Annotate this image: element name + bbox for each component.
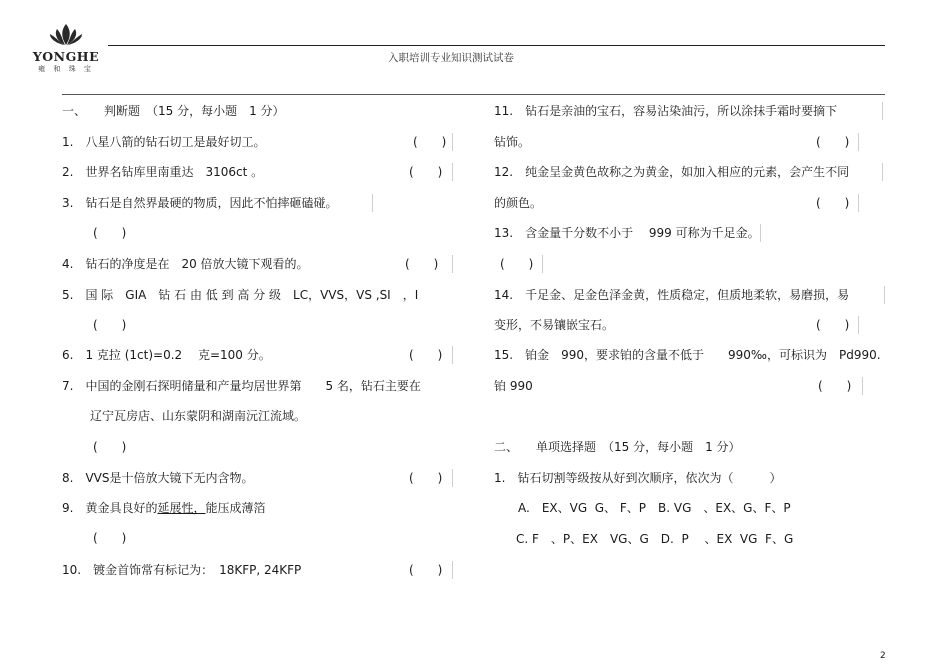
divider-mark — [882, 163, 883, 181]
lotus-logo-icon — [47, 22, 85, 48]
divider-mark — [858, 194, 859, 212]
divider-mark — [858, 316, 859, 334]
answer-blank-4[interactable]: ( ) — [405, 257, 439, 271]
answer-blank-14[interactable]: ( ) — [816, 318, 850, 332]
divider-mark — [452, 469, 453, 487]
question-3: 3. 钻石是自然界最硬的物质，因此不怕摔砸磕碰。 — [62, 196, 338, 210]
divider-mark — [452, 163, 453, 181]
answer-blank-13[interactable]: ( ) — [500, 257, 534, 271]
question-9 — [62, 501, 265, 515]
question-15-line-2: 铂 990 — [494, 379, 533, 393]
header-bottom-rule — [62, 94, 885, 95]
divider-mark — [884, 286, 885, 304]
question-12-line-2: 的颜色。 — [494, 196, 543, 210]
answer-blank-8[interactable]: ( ) — [409, 471, 443, 485]
answer-blank-10[interactable]: ( ) — [409, 563, 443, 577]
document-header-title: 入职培训专业知识测试试卷 — [388, 52, 514, 64]
answer-blank-9[interactable]: ( ) — [93, 531, 127, 545]
choice-options-a-b: A. EX、VG G、 F、P B. VG 、EX、G、F、P — [518, 501, 791, 515]
divider-mark — [858, 133, 859, 151]
section-2-title: 二、 单项选择题 （15 分，每小题 1 分） — [494, 440, 741, 454]
question-14-line-1: 14. 千足金、足金色泽金黄，性质稳定，但质地柔软，易磨损，易 — [494, 288, 850, 302]
choice-question-1: 1. 钻石切割等级按从好到次顺序，依次为（ ） — [494, 471, 782, 485]
answer-blank-5[interactable]: ( ) — [93, 318, 127, 332]
divider-mark — [542, 255, 543, 273]
divider-mark — [862, 377, 863, 395]
question-12-line-1: 12. 纯金呈金黄色故称之为黄金，如加入相应的元素，会产生不同 — [494, 165, 850, 179]
answer-blank-11[interactable]: ( ) — [816, 135, 850, 149]
question-9-suffix: 能压成薄箔 — [205, 501, 266, 515]
answer-blank-15[interactable]: ( ) — [818, 379, 852, 393]
question-5: 5. 国 际 GIA 钻 石 由 低 到 高 分 级 LC，VVS，VS ,SI ，I — [62, 288, 419, 302]
divider-mark — [452, 561, 453, 579]
divider-mark — [452, 346, 453, 364]
question-14-line-2: 变形，不易镶嵌宝石。 — [494, 318, 615, 332]
answer-blank-6[interactable]: ( ) — [409, 348, 443, 362]
question-4: 4. 钻石的净度是在 20 倍放大镜下观看的。 — [62, 257, 309, 271]
question-15-line-1: 15. 铂金 990，要求铂的含量不低于 990‰，可标识为 Pd990. — [494, 348, 881, 362]
question-10: 10. 镀金首饰常有标记为： 18KFP, 24KFP — [62, 563, 302, 577]
question-6: 6. 1 克拉 (1ct)=0.2 克=100 分。 — [62, 348, 271, 362]
answer-blank-1[interactable]: ( ) — [413, 135, 447, 149]
page-number: 2 — [880, 651, 886, 661]
header-top-rule — [108, 45, 885, 46]
answer-blank-3[interactable]: ( ) — [93, 226, 127, 240]
divider-mark — [372, 194, 373, 212]
question-9-underlined: 延展性， — [157, 501, 206, 515]
divider-mark — [760, 224, 761, 242]
brand-name-chinese: 雍 和 珠 宝 — [38, 65, 94, 73]
question-13: 13. 含金量千分数不小于 999 可称为千足金。 — [494, 226, 760, 240]
divider-mark — [452, 133, 453, 151]
question-9-prefix: 9. 黄金具良好的 — [62, 501, 158, 515]
question-2: 2. 世界名钻库里南重达 3106ct 。 — [62, 165, 264, 179]
question-7-line-1: 7. 中国的金刚石探明储量和产量均居世界第 5 名，钻石主要在 — [62, 379, 421, 393]
answer-blank-2[interactable]: ( ) — [409, 165, 443, 179]
answer-blank-7[interactable]: ( ) — [93, 440, 127, 454]
question-11-line-2: 钻饰。 — [494, 135, 531, 149]
divider-mark — [882, 102, 883, 120]
question-7-line-2: 辽宁瓦房店、山东蒙阴和湖南沅江流域。 — [90, 409, 307, 423]
choice-options-c-d: C. F 、P、EX VG、G D. P 、EX VG F、G — [516, 532, 794, 546]
brand-name: YONGHE — [32, 49, 100, 64]
question-1: 1. 八星八箭的钻石切工是最好切工。 — [62, 135, 266, 149]
section-1-title: 一、 判断题 （15 分，每小题 1 分） — [62, 104, 285, 118]
answer-blank-12[interactable]: ( ) — [816, 196, 850, 210]
company-logo — [30, 22, 102, 74]
divider-mark — [452, 255, 453, 273]
question-8: 8. VVS是十倍放大镜下无内含物。 — [62, 471, 254, 485]
question-11-line-1: 11. 钻石是亲油的宝石，容易沾染油污，所以涂抹手霜时要摘下 — [494, 104, 838, 118]
